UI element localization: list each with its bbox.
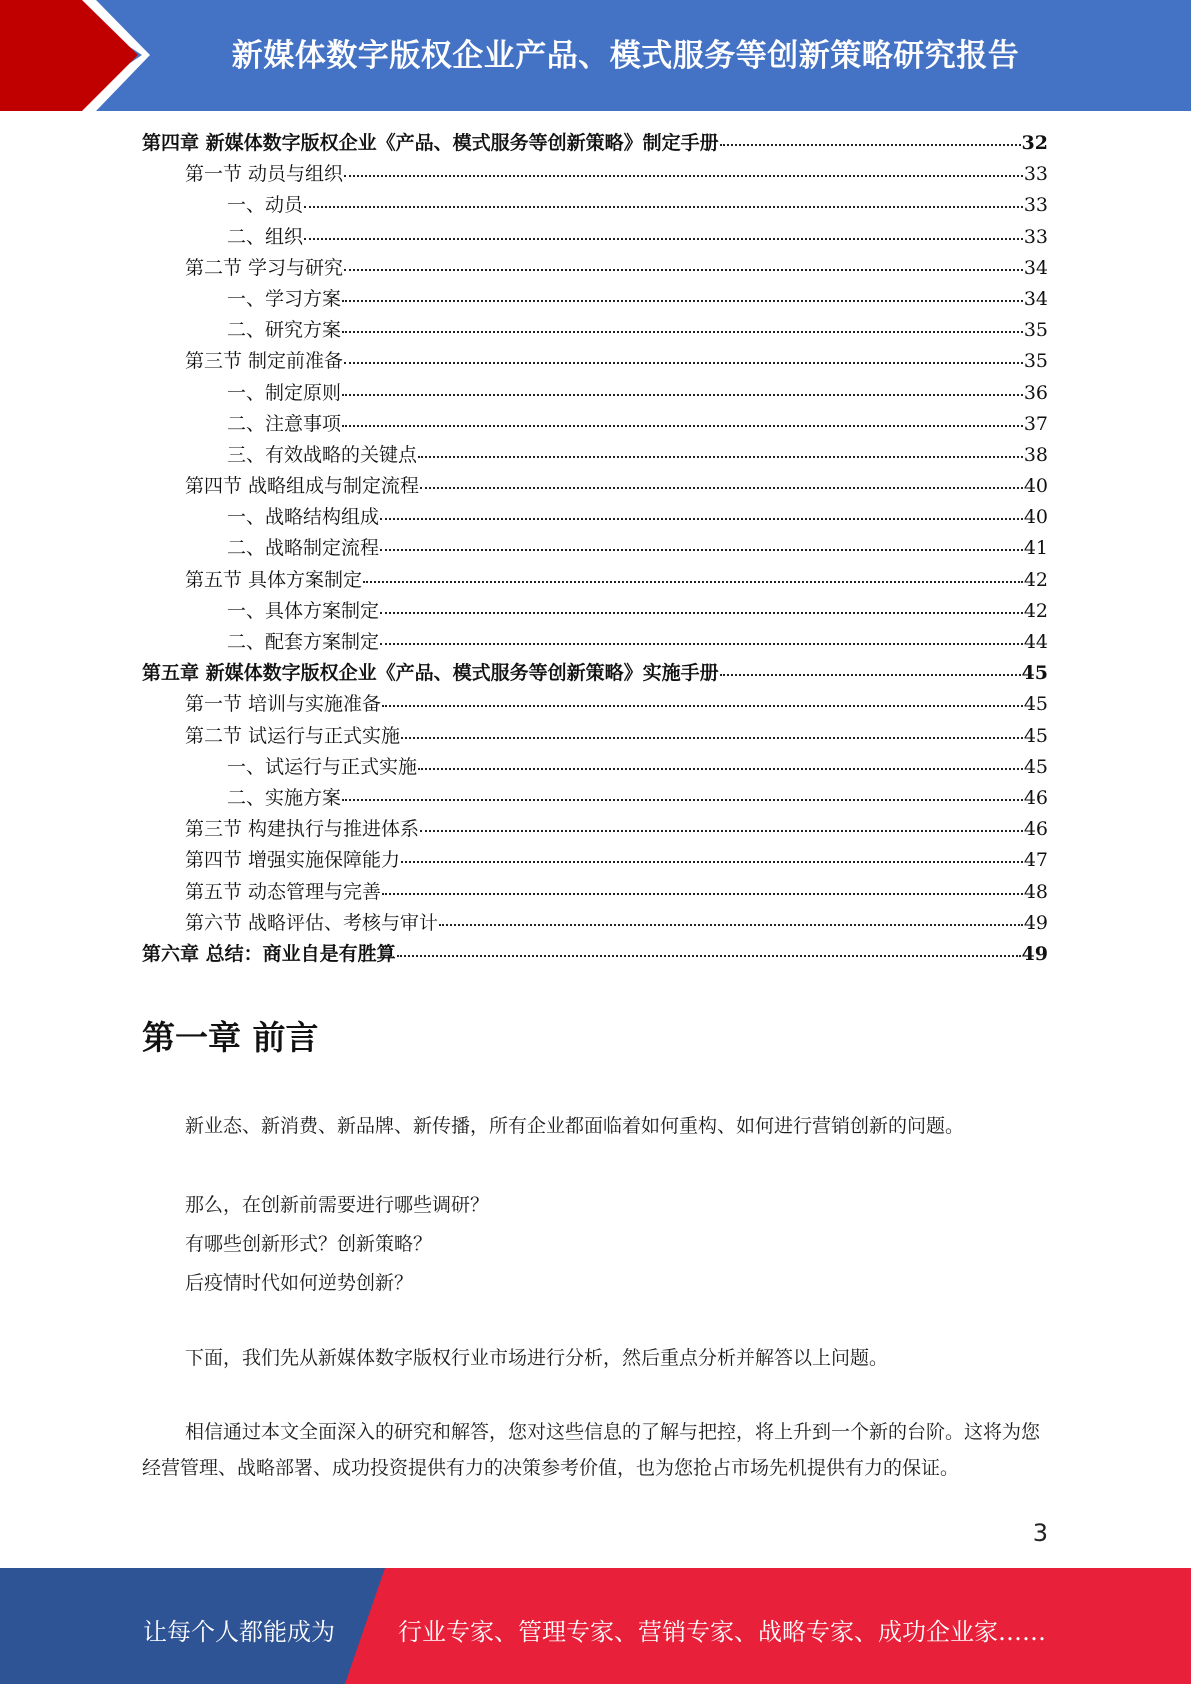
toc-entry-page: 33 bbox=[1023, 194, 1048, 217]
toc-entry-page: 40 bbox=[1023, 506, 1048, 529]
toc-entry[interactable] bbox=[142, 814, 1048, 845]
toc-entry-page: 44 bbox=[1023, 631, 1048, 653]
toc-entry-label: 一、学习方案 bbox=[227, 287, 342, 310]
toc-entry[interactable] bbox=[142, 565, 1048, 596]
toc-entry[interactable] bbox=[142, 253, 1048, 284]
toc-entry-page: 38 bbox=[1023, 443, 1048, 466]
toc-entry-label: 二、组织 bbox=[227, 225, 304, 248]
header-red-arrow bbox=[0, 0, 140, 111]
toc-dot-leader bbox=[420, 487, 1023, 489]
toc-entry[interactable] bbox=[142, 284, 1048, 315]
page-number: 3 bbox=[1032, 1519, 1048, 1547]
paragraph: 新业态、新消费、新品牌、新传播，所有企业都面临着如何重构、如何进行营销创新的问题。 bbox=[185, 1115, 965, 1137]
toc-entry[interactable] bbox=[142, 845, 1048, 876]
toc-entry[interactable] bbox=[142, 627, 1048, 658]
toc-dot-leader bbox=[380, 518, 1023, 520]
toc-entry-page: 41 bbox=[1023, 537, 1048, 560]
toc-dot-leader bbox=[380, 612, 1023, 614]
toc-entry-label: 第四节 增强实施保障能力 bbox=[185, 849, 401, 872]
toc-dot-leader bbox=[420, 830, 1023, 832]
toc-entry-page: 45 bbox=[1023, 724, 1048, 747]
footer-slogan-left: 让每个人都能成为 bbox=[143, 1618, 335, 1646]
toc-entry[interactable] bbox=[142, 315, 1048, 346]
toc-dot-leader bbox=[344, 362, 1023, 364]
toc-entry-label: 一、试运行与正式实施 bbox=[227, 755, 418, 778]
toc-dot-leader bbox=[418, 768, 1023, 770]
toc-entry-label: 二、注意事项 bbox=[227, 412, 342, 435]
toc-entry[interactable] bbox=[142, 939, 1048, 970]
toc-dot-leader bbox=[344, 175, 1023, 177]
toc-dot-leader bbox=[720, 674, 1021, 676]
toc-entry-label: 二、战略制定流程 bbox=[227, 537, 380, 560]
toc-entry[interactable] bbox=[142, 128, 1048, 159]
toc-dot-leader bbox=[342, 300, 1023, 302]
toc-entry-label: 第四节 战略组成与制定流程 bbox=[185, 475, 420, 498]
toc-dot-leader bbox=[720, 144, 1021, 146]
toc-entry-label: 第五节 具体方案制定 bbox=[185, 568, 363, 591]
toc-dot-leader bbox=[382, 705, 1023, 707]
toc-entry[interactable] bbox=[142, 502, 1048, 533]
toc-dot-leader bbox=[401, 861, 1023, 863]
toc-entry[interactable] bbox=[142, 222, 1048, 253]
toc-entry-page: 45 bbox=[1021, 662, 1048, 685]
toc-entry-page: 37 bbox=[1023, 412, 1048, 435]
toc-entry[interactable] bbox=[142, 877, 1048, 908]
toc-dot-leader bbox=[439, 924, 1023, 926]
table-of-contents bbox=[142, 128, 1048, 970]
paragraph: 后疫情时代如何逆势创新？ bbox=[185, 1272, 414, 1294]
toc-dot-leader bbox=[401, 737, 1023, 739]
toc-entry-label: 三、有效战略的关键点 bbox=[227, 443, 418, 466]
toc-entry[interactable] bbox=[142, 783, 1048, 814]
toc-dot-leader bbox=[380, 549, 1023, 551]
toc-entry-page: 35 bbox=[1023, 350, 1048, 373]
paragraph: 那么，在创新前需要进行哪些调研？ bbox=[185, 1194, 490, 1216]
toc-dot-leader bbox=[304, 206, 1023, 208]
toc-dot-leader bbox=[397, 955, 1021, 957]
toc-entry-page: 33 bbox=[1023, 225, 1048, 248]
toc-dot-leader bbox=[342, 394, 1023, 396]
toc-entry-page: 33 bbox=[1023, 163, 1048, 186]
toc-entry-page: 42 bbox=[1023, 568, 1048, 591]
toc-entry-label: 第二节 学习与研究 bbox=[185, 256, 344, 279]
toc-entry-page: 49 bbox=[1023, 911, 1048, 934]
toc-entry-label: 第五章 新媒体数字版权企业《产品、模式服务等创新策略》实施手册 bbox=[142, 662, 719, 685]
toc-entry-page: 34 bbox=[1023, 287, 1048, 310]
toc-entry-label: 第一节 培训与实施准备 bbox=[185, 693, 382, 716]
toc-dot-leader bbox=[363, 581, 1023, 583]
report-title: 新媒体数字版权企业产品、模式服务等创新策略研究报告 bbox=[231, 38, 1020, 74]
toc-entry[interactable] bbox=[142, 908, 1048, 939]
toc-entry-page: 46 bbox=[1023, 786, 1048, 809]
toc-entry-page: 34 bbox=[1023, 256, 1048, 279]
toc-entry-label: 第三节 构建执行与推进体系 bbox=[185, 818, 420, 841]
toc-entry-label: 第三节 制定前准备 bbox=[185, 350, 344, 373]
toc-entry[interactable] bbox=[142, 159, 1048, 190]
toc-entry[interactable] bbox=[142, 378, 1048, 409]
toc-entry-label: 第五节 动态管理与完善 bbox=[185, 880, 382, 903]
toc-dot-leader bbox=[418, 456, 1023, 458]
toc-entry-page: 49 bbox=[1021, 942, 1048, 965]
toc-entry[interactable] bbox=[142, 689, 1048, 720]
toc-dot-leader bbox=[342, 331, 1023, 333]
toc-entry-page: 40 bbox=[1023, 475, 1048, 498]
toc-entry-label: 一、具体方案制定 bbox=[227, 599, 380, 622]
toc-entry[interactable] bbox=[142, 440, 1048, 471]
toc-entry[interactable] bbox=[142, 471, 1048, 502]
page-header bbox=[0, 0, 1191, 111]
toc-dot-leader bbox=[342, 425, 1023, 427]
toc-dot-leader bbox=[382, 893, 1023, 895]
paragraph: 有哪些创新形式？创新策略？ bbox=[185, 1233, 433, 1255]
toc-dot-leader bbox=[304, 238, 1023, 240]
paragraph: 相信通过本文全面深入的研究和解答，您对这些信息的了解与把控，将上升到一个新的台阶。这将为您经营管理、战略部署、成功投资提供有力的决策参考价值，也为您抢占市场先机提供有力的保证。 bbox=[142, 1421, 1041, 1479]
toc-entry[interactable] bbox=[142, 190, 1048, 221]
toc-entry[interactable] bbox=[142, 752, 1048, 783]
toc-entry-label: 第二节 试运行与正式实施 bbox=[185, 724, 401, 747]
toc-dot-leader bbox=[342, 799, 1023, 801]
toc-entry-label: 一、动员 bbox=[227, 194, 304, 217]
toc-entry-page: 32 bbox=[1021, 132, 1048, 154]
toc-entry-label: 一、战略结构组成 bbox=[227, 506, 380, 529]
toc-entry[interactable] bbox=[142, 409, 1048, 440]
toc-entry-page: 47 bbox=[1023, 849, 1048, 872]
toc-entry-page: 36 bbox=[1023, 381, 1048, 404]
toc-entry[interactable] bbox=[142, 658, 1048, 689]
toc-entry[interactable] bbox=[142, 533, 1048, 564]
toc-entry-label: 第四章 新媒体数字版权企业《产品、模式服务等创新策略》制定手册 bbox=[142, 132, 719, 154]
toc-entry-label: 二、配套方案制定 bbox=[227, 631, 380, 653]
toc-entry-label: 二、研究方案 bbox=[227, 319, 342, 342]
toc-entry-label: 第一节 动员与组织 bbox=[185, 163, 344, 186]
toc-entry[interactable] bbox=[142, 721, 1048, 752]
toc-entry-label: 第六节 战略评估、考核与审计 bbox=[185, 911, 439, 934]
footer-slogan-right: 行业专家、管理专家、营销专家、战略专家、成功企业家…… bbox=[398, 1618, 1046, 1646]
chapter-title: 第一章 前言 bbox=[142, 1018, 319, 1057]
toc-entry[interactable] bbox=[142, 346, 1048, 377]
toc-entry-label: 二、实施方案 bbox=[227, 786, 342, 809]
toc-entry-page: 42 bbox=[1023, 599, 1048, 622]
toc-dot-leader bbox=[380, 643, 1023, 645]
toc-entry-page: 45 bbox=[1023, 693, 1048, 716]
toc-entry-page: 35 bbox=[1023, 319, 1048, 342]
page-footer bbox=[0, 1568, 1191, 1684]
toc-entry-page: 48 bbox=[1023, 880, 1048, 903]
toc-entry-label: 一、制定原则 bbox=[227, 381, 342, 404]
toc-entry-label: 第六章 总结：商业自是有胜算 bbox=[142, 942, 396, 965]
toc-dot-leader bbox=[344, 269, 1023, 271]
toc-entry-page: 45 bbox=[1023, 755, 1048, 778]
toc-entry-page: 46 bbox=[1023, 818, 1048, 841]
toc-entry[interactable] bbox=[142, 596, 1048, 627]
paragraph: 下面，我们先从新媒体数字版权行业市场进行分析，然后重点分析并解答以上问题。 bbox=[185, 1347, 889, 1369]
